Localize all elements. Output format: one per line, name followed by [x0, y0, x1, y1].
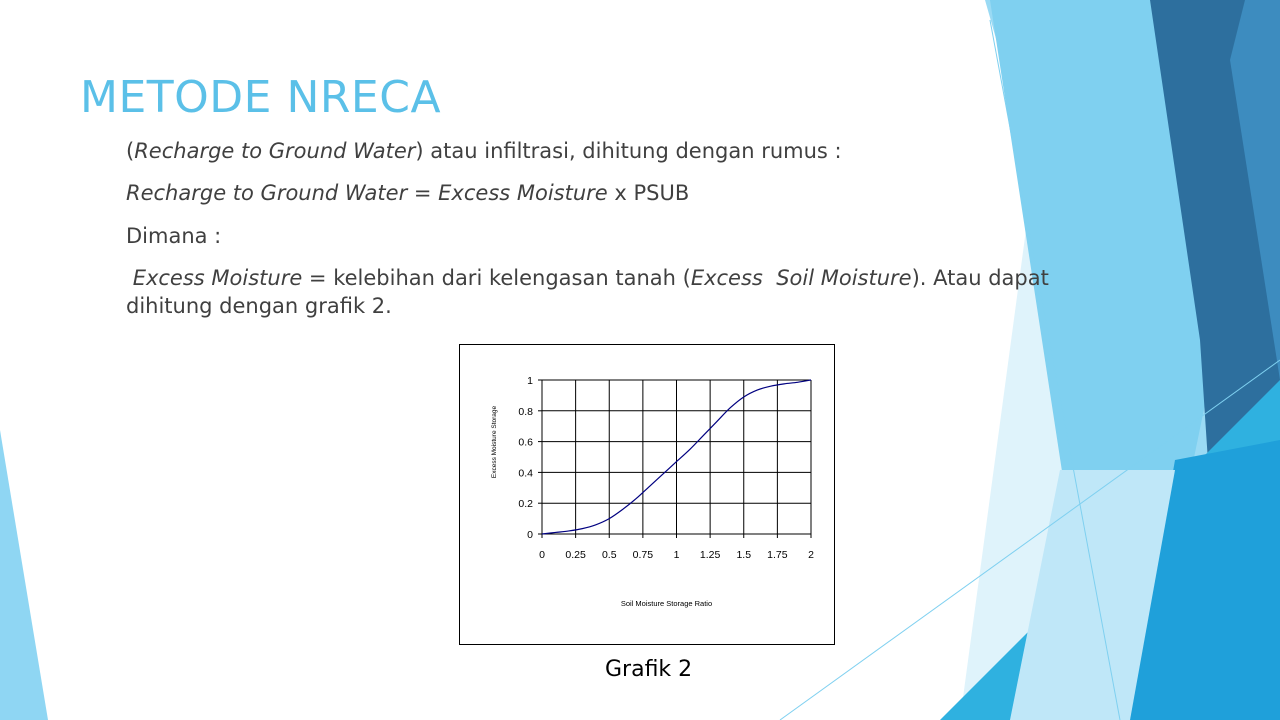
chart-frame — [459, 344, 835, 645]
chart-svg — [460, 345, 834, 644]
y-tick-label: 0.2 — [518, 498, 533, 511]
p2-mid: = — [407, 181, 439, 205]
x-tick-label: 0 — [539, 549, 545, 561]
p1-rest: ) atau infiltrasi, dihitung dengan rumus : — [415, 139, 842, 163]
p2-italic-2: Excess Moisture — [438, 181, 608, 205]
p4-rest: ). Atau dapat dihitung dengan grafik 2. — [126, 266, 1049, 318]
x-tick-label: 1 — [673, 549, 680, 561]
y-tick-label: 0.4 — [518, 467, 533, 480]
y-tick-label: 0 — [527, 529, 533, 541]
paragraph-recharge-intro — [126, 137, 842, 165]
x-tick-label: 0.5 — [601, 549, 617, 561]
paragraph-dimana: Dimana : — [126, 224, 222, 248]
y-tick-label: 0.6 — [518, 436, 533, 449]
p1-italic: Recharge to Ground Water — [134, 139, 416, 163]
p4-italic-2: Excess Soil Moisture — [690, 266, 912, 290]
x-tick-label: 2 — [808, 549, 814, 561]
x-tick-label: 1.75 — [767, 549, 788, 561]
p2-italic-1: Recharge to Ground Water — [126, 181, 408, 205]
y-axis-label: Excess Moisture Storage — [491, 405, 498, 479]
x-tick-label: 1.5 — [736, 549, 752, 561]
left-edge-shape — [0, 430, 48, 720]
chart-caption: Grafik 2 — [605, 657, 693, 682]
p4-lead — [126, 266, 133, 290]
x-axis-label: Soil Moisture Storage Ratio — [620, 599, 713, 608]
y-tick-label: 0.8 — [518, 405, 533, 418]
y-tick-label: 1 — [527, 375, 533, 387]
x-tick-label: 1.25 — [699, 549, 721, 561]
p4-italic-1: Excess Moisture — [132, 266, 303, 290]
x-tick-label: 0.25 — [565, 549, 586, 561]
p4-mid: = kelebihan dari kelengasan tanah ( — [302, 266, 691, 290]
slide-title: METODE NRECA — [80, 72, 442, 123]
paragraph-excess-moisture — [126, 264, 1076, 320]
p1-open: ( — [126, 139, 135, 163]
p2-rest: x PSUB — [607, 181, 690, 205]
paragraph-formula — [126, 179, 689, 207]
x-tick-label: 0.75 — [632, 549, 654, 561]
